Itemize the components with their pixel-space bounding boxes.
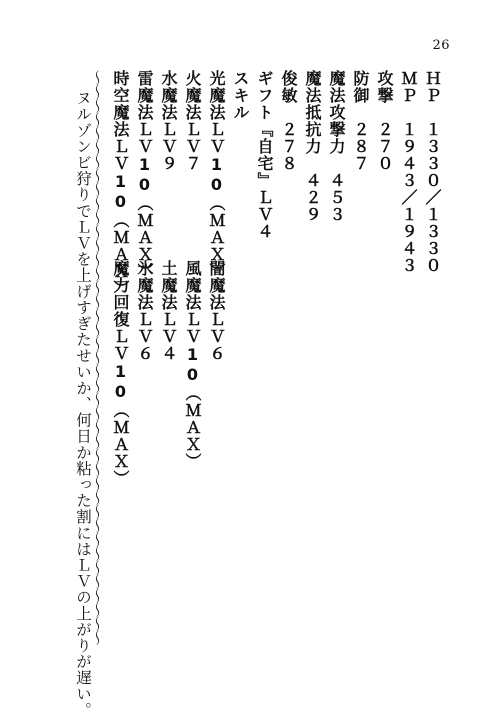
skill-mana-recovery: 魔力回復ＬＶ10（ＭＡＸ） [111,260,130,487]
skill-spacetime: 時空魔法ＬＶ10（ＭＡＸ） [111,70,130,297]
skill-column-4 [132,70,156,362]
skill-earth: 土魔法ＬＶ４ [159,260,178,362]
skills-heading: スキル [231,70,250,121]
stat-magic-resistance: 魔法抵抗力 ４２９ [303,70,322,223]
stat-defense: 防御 ２８７ [351,70,370,172]
skill-column-2 [180,70,204,470]
skill-column-1 [204,70,228,362]
skill-wind: 風魔法ＬＶ10（ＭＡＸ） [183,260,202,470]
narration-line: ヌルゾンビ狩りでＬＶを上げすぎたせいか、何日か粘った割にはＬＶの上がりが遅い。 [74,90,92,718]
skill-column-5 [108,70,132,487]
page-number: 26 [432,38,450,53]
stat-mp: ＭＰ １９４３／１９４３ [399,70,418,274]
skill-fire: 火魔法ＬＶ７ [183,70,202,172]
stat-agility: 俊敏 ２７８ [279,70,298,172]
skill-water: 水魔法ＬＶ９ [159,70,178,172]
stat-gift: ギフト『自宅』ＬＶ４ [255,70,274,240]
skill-light: 光魔法ＬＶ10（ＭＡＸ） [207,70,226,280]
skill-thunder: 雷魔法ＬＶ10（ＭＡＸ） [135,70,154,280]
skill-ice: 氷魔法ＬＶ６ [135,260,154,362]
stat-magic-attack: 魔法攻撃力 ４５３ [327,70,346,223]
status-divider: 〜〜〜〜〜〜〜〜〜〜〜〜〜〜〜〜〜〜〜〜〜〜〜〜〜〜〜〜〜〜〜〜〜〜〜〜〜〜〜〜〜 [87,70,106,644]
skill-dark: 闇魔法ＬＶ６ [207,260,226,362]
stat-hp: ＨＰ １３３０／１３３０ [423,70,442,274]
skill-column-3 [156,70,180,362]
stat-attack: 攻撃 ２７０ [375,70,394,172]
